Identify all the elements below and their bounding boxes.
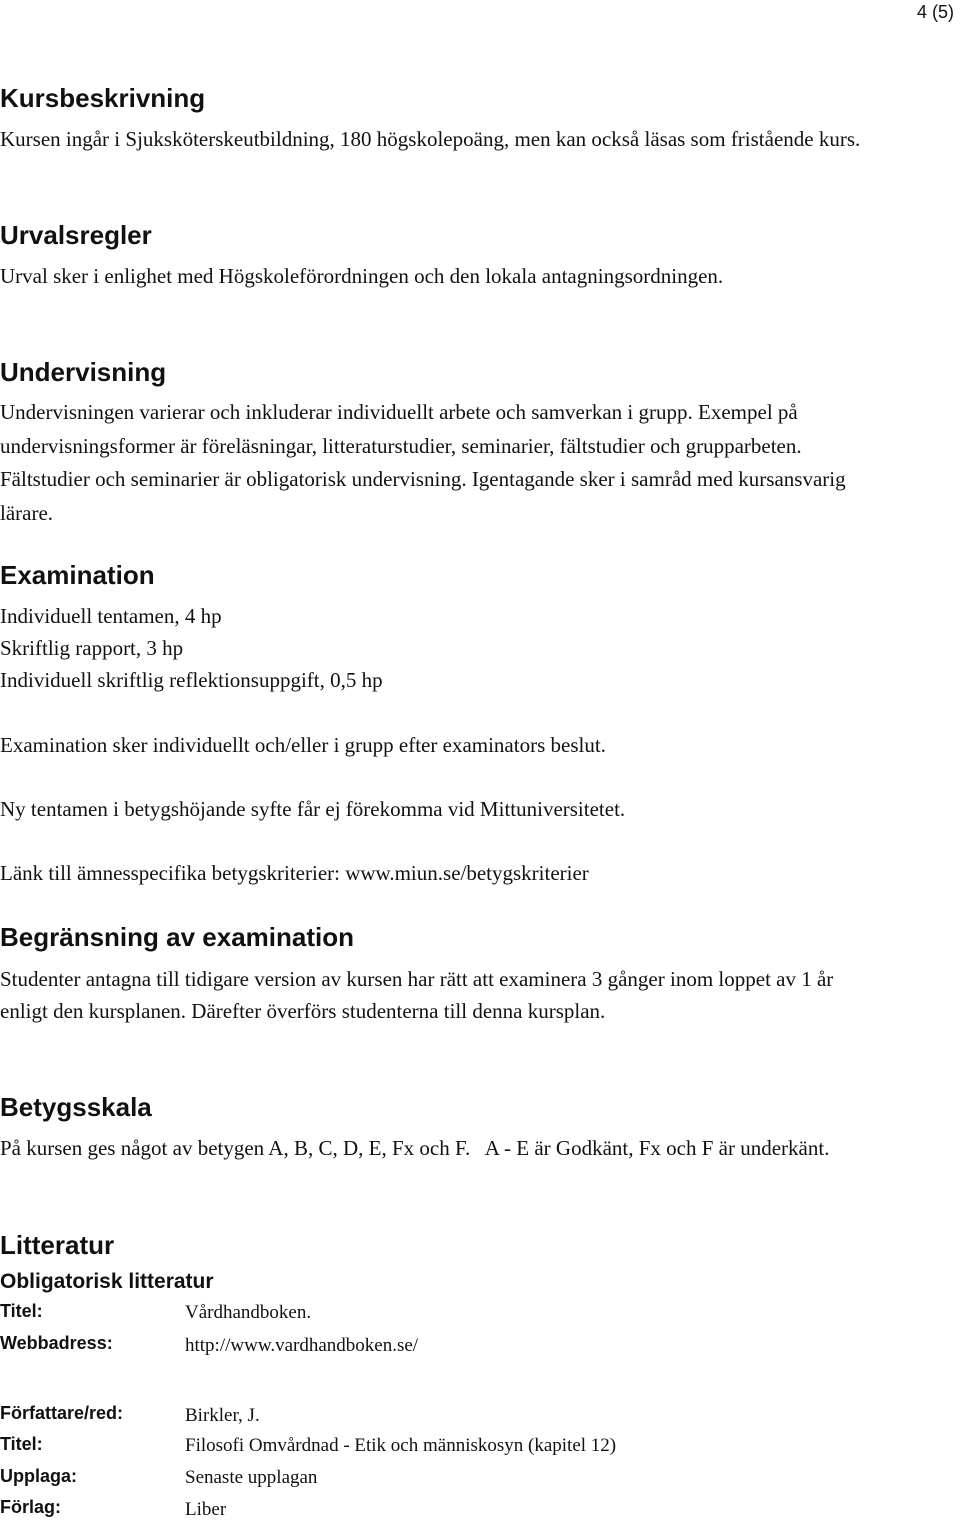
exam-note: Examination sker individuellt och/eller i grupp efter examinators beslut. [0, 733, 606, 757]
value-titel: Filosofi Omvårdnad - Etik och människosyn (kapitel 12) [185, 1435, 617, 1456]
label-forlag: Förlag: [0, 1497, 61, 1517]
exam-item: Individuell tentamen, 4 hp [0, 604, 222, 628]
value-upplaga: Senaste upplagan [185, 1467, 318, 1488]
heading-kursbeskrivning: Kursbeskrivning [0, 83, 206, 113]
value-titel: Vårdhandboken. [185, 1302, 312, 1323]
value-forfattare: Birkler, J. [185, 1405, 260, 1426]
label-upplaga: Upplaga: [0, 1466, 78, 1486]
heading-begransning: Begränsning av examination [0, 922, 354, 952]
label-titel: Titel: [0, 1301, 43, 1321]
label-webbadress: Webbadress: [0, 1333, 113, 1353]
text-undervisning: Undervisningen varierar och inkluderar individuellt arbete och samverkan i grupp. Exempel på undervisningsformer är föreläsningar, litteraturstudier, seminarier, fältstudier och grupparbeten. Fältstudier och seminarier är obligatorisk undervisning. Igentagande sker i samråd med kursansvarig lärare. [0, 400, 846, 525]
subheading-obligatorisk-litteratur: Obligatorisk litteratur [0, 1270, 214, 1293]
heading-urvalsregler: Urvalsregler [0, 220, 152, 250]
text-urvalsregler: Urval sker i enlighet med Högskoleförordningen och den lokala antagningsordningen. [0, 264, 724, 288]
value-webbadress: http://www.vardhandboken.se/ [185, 1335, 419, 1356]
text-begransning: Studenter antagna till tidigare version av kursen har rätt att examinera 3 gånger inom loppet av 1 år enligt den kursplanen. Därefter överförs studenterna till denna kursplan. [0, 967, 834, 1023]
value-forlag: Liber [185, 1499, 227, 1520]
text-betygsskala: På kursen ges något av betygen A, B, C, D, E, Fx och F. A - E är Godkänt, Fx och F är underkänt. [0, 1136, 830, 1160]
label-forfattare: Författare/red: [0, 1403, 124, 1423]
betygskriterier-link-text: Länk till ämnesspecifika betygskriterier: www.miun.se/betygskriterier [0, 861, 589, 885]
heading-undervisning: Undervisning [0, 357, 167, 387]
text-kursbeskrivning: Kursen ingår i Sjuksköterskeutbildning, 180 högskolepoäng, men kan också läsas som fristående kurs. [0, 127, 861, 151]
label-titel: Titel: [0, 1434, 43, 1454]
exam-item: Skriftlig rapport, 3 hp [0, 636, 184, 660]
exam-item: Individuell skriftlig reflektionsuppgift, 0,5 hp [0, 668, 383, 692]
heading-betygsskala: Betygsskala [0, 1092, 152, 1122]
exam-note: Ny tentamen i betygshöjande syfte får ej förekomma vid Mittuniversitetet. [0, 797, 626, 821]
heading-litteratur: Litteratur [0, 1230, 115, 1260]
heading-examination: Examination [0, 560, 155, 590]
page-number: 4 (5) [916, 2, 954, 22]
